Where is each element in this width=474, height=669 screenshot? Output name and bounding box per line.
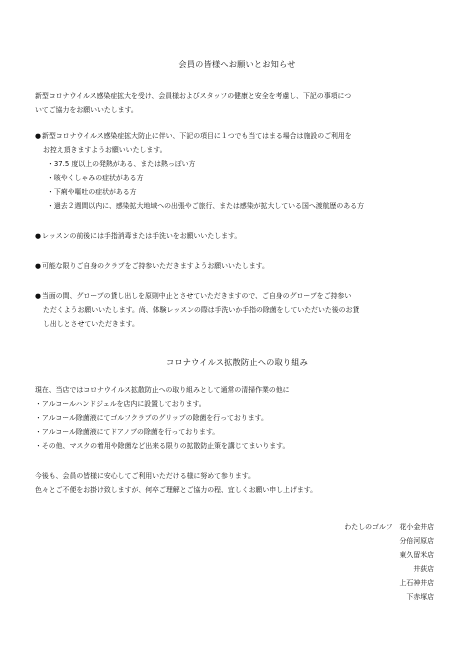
request-item-1 [35,129,445,213]
store-name: わたしのゴルフ 花小金井店 [344,523,434,531]
store-list [234,520,434,604]
store-name: 井荻店 [413,565,434,573]
request-item-2-line: ● レッスンの前後には手指消毒または手洗いをお願いいたします。 [35,229,445,243]
intro-line: いてご協力をお願いいたします。 [35,106,138,114]
symptom-item: ・咳やくしゃみの症状がある方 [47,174,144,182]
symptom-item: ・過去２週間以内に、感染拡大地域への出張やご旅行、または感染が拡大している国へ渡航歴のある方 [47,202,364,210]
measure-item: ・アルコール除菌液にてゴルフクラブのグリップの除菌を行っております。 [35,414,268,422]
measure-item: ・アルコール除菌液にてドアノブの除菌を行っております。 [35,428,220,436]
request-item-4-line: し出しとさせていただきます。 [43,320,139,328]
store-name: 下赤塚店 [406,593,434,601]
notice-title: 会員の皆様へお願いとお知らせ [178,59,296,69]
measures-intro: 現在、当店ではコロナウイルス拡散防止への取り組みとして通常の清掃作業の他に [35,386,290,394]
measures-title: コロナウイルス拡散防止への取り組み [165,357,309,367]
closing-line: 色々とご不便をお掛け致しますが、何卒ご理解とご協力の程、宜しくお願い申し上げます。 [35,486,317,494]
store-name: 上石神井店 [399,579,434,587]
request-item-3 [35,259,445,273]
symptom-item: ・下痢や嘔吐の症状がある方 [47,188,137,196]
measure-item: ・アルコールハンドジェルを店内に設置しております。 [35,400,206,408]
symptom-item: ・37.5 度以上の発熱がある、または熱っぽい方 [47,160,196,168]
closing-paragraph [35,469,445,497]
measures-list [35,383,445,453]
closing-line: 今後も、会員の皆様に安心してご利用いただける様に努めて参ります。 [35,472,255,480]
intro-line: 新型コロナウイルス感染症拡大を受け、会員様およびスタッフの健康と安全を考慮し、下記の事項につ [35,92,352,100]
request-item-1-line: ● 新型コロナウイルス感染症拡大防止に伴い、下記の項目に１つでも当てはまる場合は施設のご利用を [35,129,445,143]
request-item-3-line: ● 可能な限りご自身のクラブをご持参いただきますようお願いいたします。 [35,259,445,273]
request-item-4-line: ● 当面の間、グローブの貸し出しを原則中止とさせていただきますので、ご自身のグローブをご持参い [35,289,445,303]
request-item-2 [35,229,445,243]
request-item-1-line: お控え頂きますようお願いいたします。 [43,146,167,154]
request-item-4 [35,289,445,331]
request-item-4-line: ただくようお願いいたします。尚、体験レッスンの際は手洗いか手指の除菌をしていただいた後のお貸 [43,306,360,314]
measure-item: ・その他、マスクの着用や除菌など出来る限りの拡散防止策を講じてまいります。 [35,442,290,450]
store-name: 東久留米店 [399,551,434,559]
intro-paragraph [35,89,445,117]
store-name: 分倍河原店 [399,537,434,545]
